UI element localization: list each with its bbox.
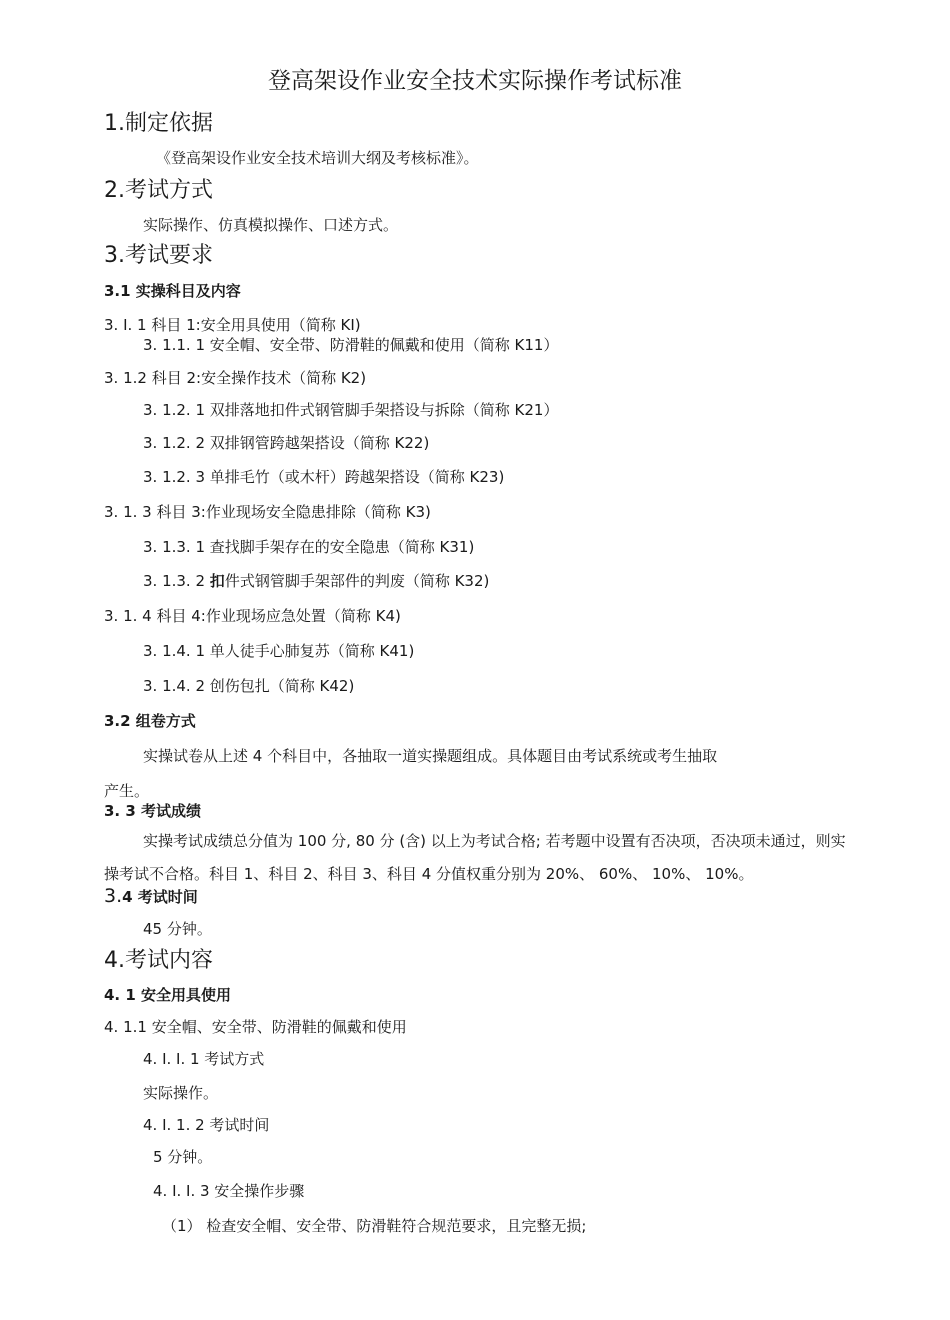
subject-k31: 3. 1.3. 1 查找脚手架存在的安全隐患（简称 K31) [143, 538, 475, 556]
section-4-1-heading: 4. 1 安全用具使用 [104, 986, 232, 1004]
subject-k4: 3. 1. 4 科目 4:作业现场应急处置（简称 K4) [104, 607, 401, 625]
section-3-1-heading: 3.1 实操科目及内容 [104, 282, 241, 300]
subject-k2: 3. 1.2 科目 2:安全操作技术（简称 K2) [104, 369, 367, 387]
section-4-1-1-2-text: 5 分钟。 [153, 1148, 213, 1166]
section-4-1-1-3: 4. I. I. 3 安全操作步骤 [153, 1182, 305, 1200]
section-3-4-heading [104, 885, 198, 907]
section-3-3-heading: 3. 3 考试成绩 [104, 802, 202, 820]
section-4-1-1-1: 4. I. I. 1 考试方式 [143, 1050, 265, 1068]
section-4-1-1: 4. 1.1 安全帽、安全带、防滑鞋的佩戴和使用 [104, 1018, 407, 1036]
section-1-text: 《登高架设作业安全技术培训大纲及考核标准》。 [156, 149, 479, 167]
section-4-1-1-3-step-1: （1） 检查安全帽、安全带、防滑鞋符合规范要求，且完整无损; [162, 1217, 587, 1235]
section-2-heading: 2.考试方式 [104, 178, 213, 203]
subject-k32-rest: 件式钢管脚手架部件的判废（简称 K32) [224, 572, 490, 590]
subject-k32-bold: 扣 [209, 572, 225, 590]
subject-k42: 3. 1.4. 2 创伤包扎（简称 K42) [143, 677, 355, 695]
subject-k1: 3. I. 1 科目 1:安全用具使用（简称 KI) [104, 316, 361, 334]
section-3-4-text: 45 分钟。 [143, 920, 212, 938]
document-title: 登高架设作业安全技术实际操作考试标准 [268, 68, 682, 94]
section-3-4-title: 4 考试时间 [122, 888, 198, 906]
section-3-2-text: 实操试卷从上述 4 个科目中，各抽取一道实操题组成。具体题目由考试系统或考生抽取 [143, 747, 718, 765]
section-3-4-num: 3. [104, 885, 123, 907]
subject-k3: 3. 1. 3 科目 3:作业现场安全隐患排除（简称 K3) [104, 503, 431, 521]
section-3-2-text-cont: 产生。 [104, 782, 150, 800]
section-3-2-heading: 3.2 组卷方式 [104, 712, 196, 730]
subject-k41: 3. 1.4. 1 单人徒手心肺复苏（简称 K41) [143, 642, 415, 660]
subject-k32 [143, 570, 489, 591]
section-3-3-text: 实操考试成绩总分值为 100 分, 80 分 (含) 以上为考试合格; 若考题中设置有否决项，否决项未通过，则实操考试不合格。科目 1、科目 2、科目 3、科目 4 分值权重分别为 20%、 60%、 10%、 10%。 [104, 832, 846, 883]
section-4-1-1-2: 4. I. 1. 2 考试时间 [143, 1116, 270, 1134]
section-3-heading: 3.考试要求 [104, 243, 213, 268]
subject-k22: 3. 1.2. 2 双排钢管跨越架搭设（简称 K22) [143, 434, 430, 452]
section-1-heading: 1.制定依据 [104, 111, 213, 136]
subject-k21: 3. 1.2. 1 双排落地扣件式钢管脚手架搭设与拆除（简称 K21） [143, 401, 559, 419]
section-2-text: 实际操作、仿真模拟操作、口述方式。 [143, 216, 399, 234]
subject-k23: 3. 1.2. 3 单排毛竹（或木杆）跨越架搭设（简称 K23) [143, 468, 505, 486]
subject-k11: 3. 1.1. 1 安全帽、安全带、防滑鞋的佩戴和使用（简称 K11） [143, 336, 559, 354]
section-4-heading: 4.考试内容 [104, 948, 213, 973]
section-4-1-1-1-text: 实际操作。 [143, 1084, 219, 1102]
subject-k32-prefix: 3. 1.3. 2 [143, 572, 210, 590]
